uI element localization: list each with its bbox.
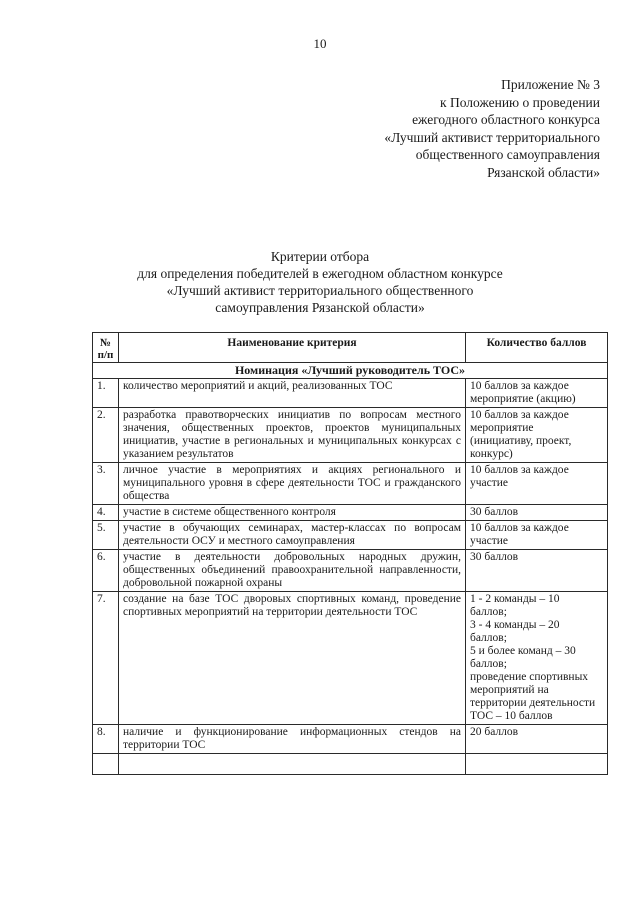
- criterion-name: участие в системе общественного контроля: [119, 505, 466, 521]
- table-row: [93, 592, 608, 725]
- row-number: 2.: [93, 408, 119, 463]
- table-row: [93, 521, 608, 550]
- empty-cell: [466, 754, 608, 775]
- criterion-name: личное участие в мероприятиях и акциях регионального и муниципального уровня в сфере деятельности ТОС и гражданского общества: [119, 463, 466, 505]
- points-line: мероприятие (акцию): [470, 393, 576, 405]
- section-title: Номинация «Лучший руководитель ТОС»: [93, 363, 608, 379]
- table-row: [93, 408, 608, 463]
- title-line: «Лучший активист территориального общественного: [166, 283, 474, 298]
- row-number: 6.: [93, 550, 119, 592]
- appendix-line: ежегодного областного конкурса: [412, 112, 600, 127]
- points-line: (инициативу, проект,: [470, 435, 572, 447]
- points-line: 1 - 2 команды – 10: [470, 593, 560, 605]
- criterion-points: [466, 550, 608, 592]
- points-line: 5 и более команд – 30: [470, 645, 576, 657]
- points-line: 10 баллов за каждое: [470, 409, 569, 421]
- title-line: для определения победителей в ежегодном областном конкурсе: [137, 266, 503, 281]
- row-number: 8.: [93, 725, 119, 754]
- points-line: 20 баллов: [470, 726, 519, 738]
- points-line: 10 баллов за каждое: [470, 380, 569, 392]
- row-number: 4.: [93, 505, 119, 521]
- criterion-name: количество мероприятий и акций, реализованных ТОС: [119, 379, 466, 408]
- points-line: 30 баллов: [470, 551, 519, 563]
- appendix-line: к Положению о проведении: [440, 94, 600, 110]
- points-line: конкурс): [470, 448, 513, 460]
- table-row: [93, 550, 608, 592]
- header-name: Наименование критерия: [119, 333, 466, 363]
- points-line: 10 баллов за каждое: [470, 522, 569, 534]
- table-row: [93, 505, 608, 521]
- criterion-points: [466, 379, 608, 408]
- header-num-line1: №: [99, 337, 112, 349]
- empty-cell: [93, 754, 119, 775]
- points-line: территории деятельности: [470, 697, 596, 709]
- table-header-row: [93, 333, 608, 363]
- criterion-points: [466, 521, 608, 550]
- row-number: 5.: [93, 521, 119, 550]
- table-row: [93, 725, 608, 754]
- row-number: 7.: [93, 592, 119, 725]
- header-points: Количество баллов: [466, 333, 608, 363]
- criterion-name: участие в деятельности добровольных народных дружин, общественных объединений правоохранительной направленности, добровольной пожарной охраны: [119, 550, 466, 592]
- header-num-line2: п/п: [97, 349, 114, 361]
- document-title: [0, 248, 640, 316]
- criterion-points: [466, 408, 608, 463]
- table-row: [93, 379, 608, 408]
- criterion-points: [466, 592, 608, 725]
- criterion-name: наличие и функционирование информационных стендов на территории ТОС: [119, 725, 466, 754]
- criteria-table: [92, 332, 608, 775]
- row-number: 3.: [93, 463, 119, 505]
- section-row: [93, 363, 608, 379]
- criterion-points: [466, 725, 608, 754]
- points-line: проведение спортивных: [470, 671, 589, 683]
- table-row: [93, 463, 608, 505]
- points-line: баллов;: [470, 606, 507, 618]
- criterion-name: разработка правотворческих инициатив по вопросам местного значения, общественных проектов, проектов муниципальных инициатив, участие в региональных и муниципальных конкурсах с указанием результатов: [119, 408, 466, 463]
- criterion-points: [466, 505, 608, 521]
- appendix-line: Рязанской области»: [487, 164, 600, 180]
- points-line: участие: [470, 477, 509, 489]
- points-line: 3 - 4 команды – 20: [470, 619, 560, 631]
- appendix-block: [320, 76, 600, 181]
- appendix-line: общественного самоуправления: [415, 147, 600, 162]
- page-number: 10: [313, 36, 327, 51]
- points-line: мероприятий на: [470, 684, 549, 696]
- points-line: 10 баллов за каждое: [470, 464, 569, 476]
- empty-cell: [119, 754, 466, 775]
- title-line: самоуправления Рязанской области»: [215, 300, 425, 315]
- row-number: 1.: [93, 379, 119, 408]
- title-line: Критерии отбора: [270, 249, 370, 264]
- empty-row: [93, 754, 608, 775]
- appendix-line: «Лучший активист территориального: [384, 129, 600, 145]
- points-line: баллов;: [470, 658, 507, 670]
- criterion-name: создание на базе ТОС дворовых спортивных команд, проведение спортивных мероприятий на территории деятельности ТОС: [119, 592, 466, 725]
- points-line: 30 баллов: [470, 506, 519, 518]
- points-line: участие: [470, 535, 509, 547]
- points-line: баллов;: [470, 632, 507, 644]
- criterion-points: [466, 463, 608, 505]
- points-line: ТОС – 10 баллов: [470, 710, 553, 722]
- appendix-line: Приложение № 3: [501, 77, 600, 92]
- points-line: мероприятие: [470, 422, 534, 434]
- header-num: [93, 333, 119, 363]
- criterion-name: участие в обучающих семинарах, мастер-классах по вопросам деятельности ОСУ и местного самоуправления: [119, 521, 466, 550]
